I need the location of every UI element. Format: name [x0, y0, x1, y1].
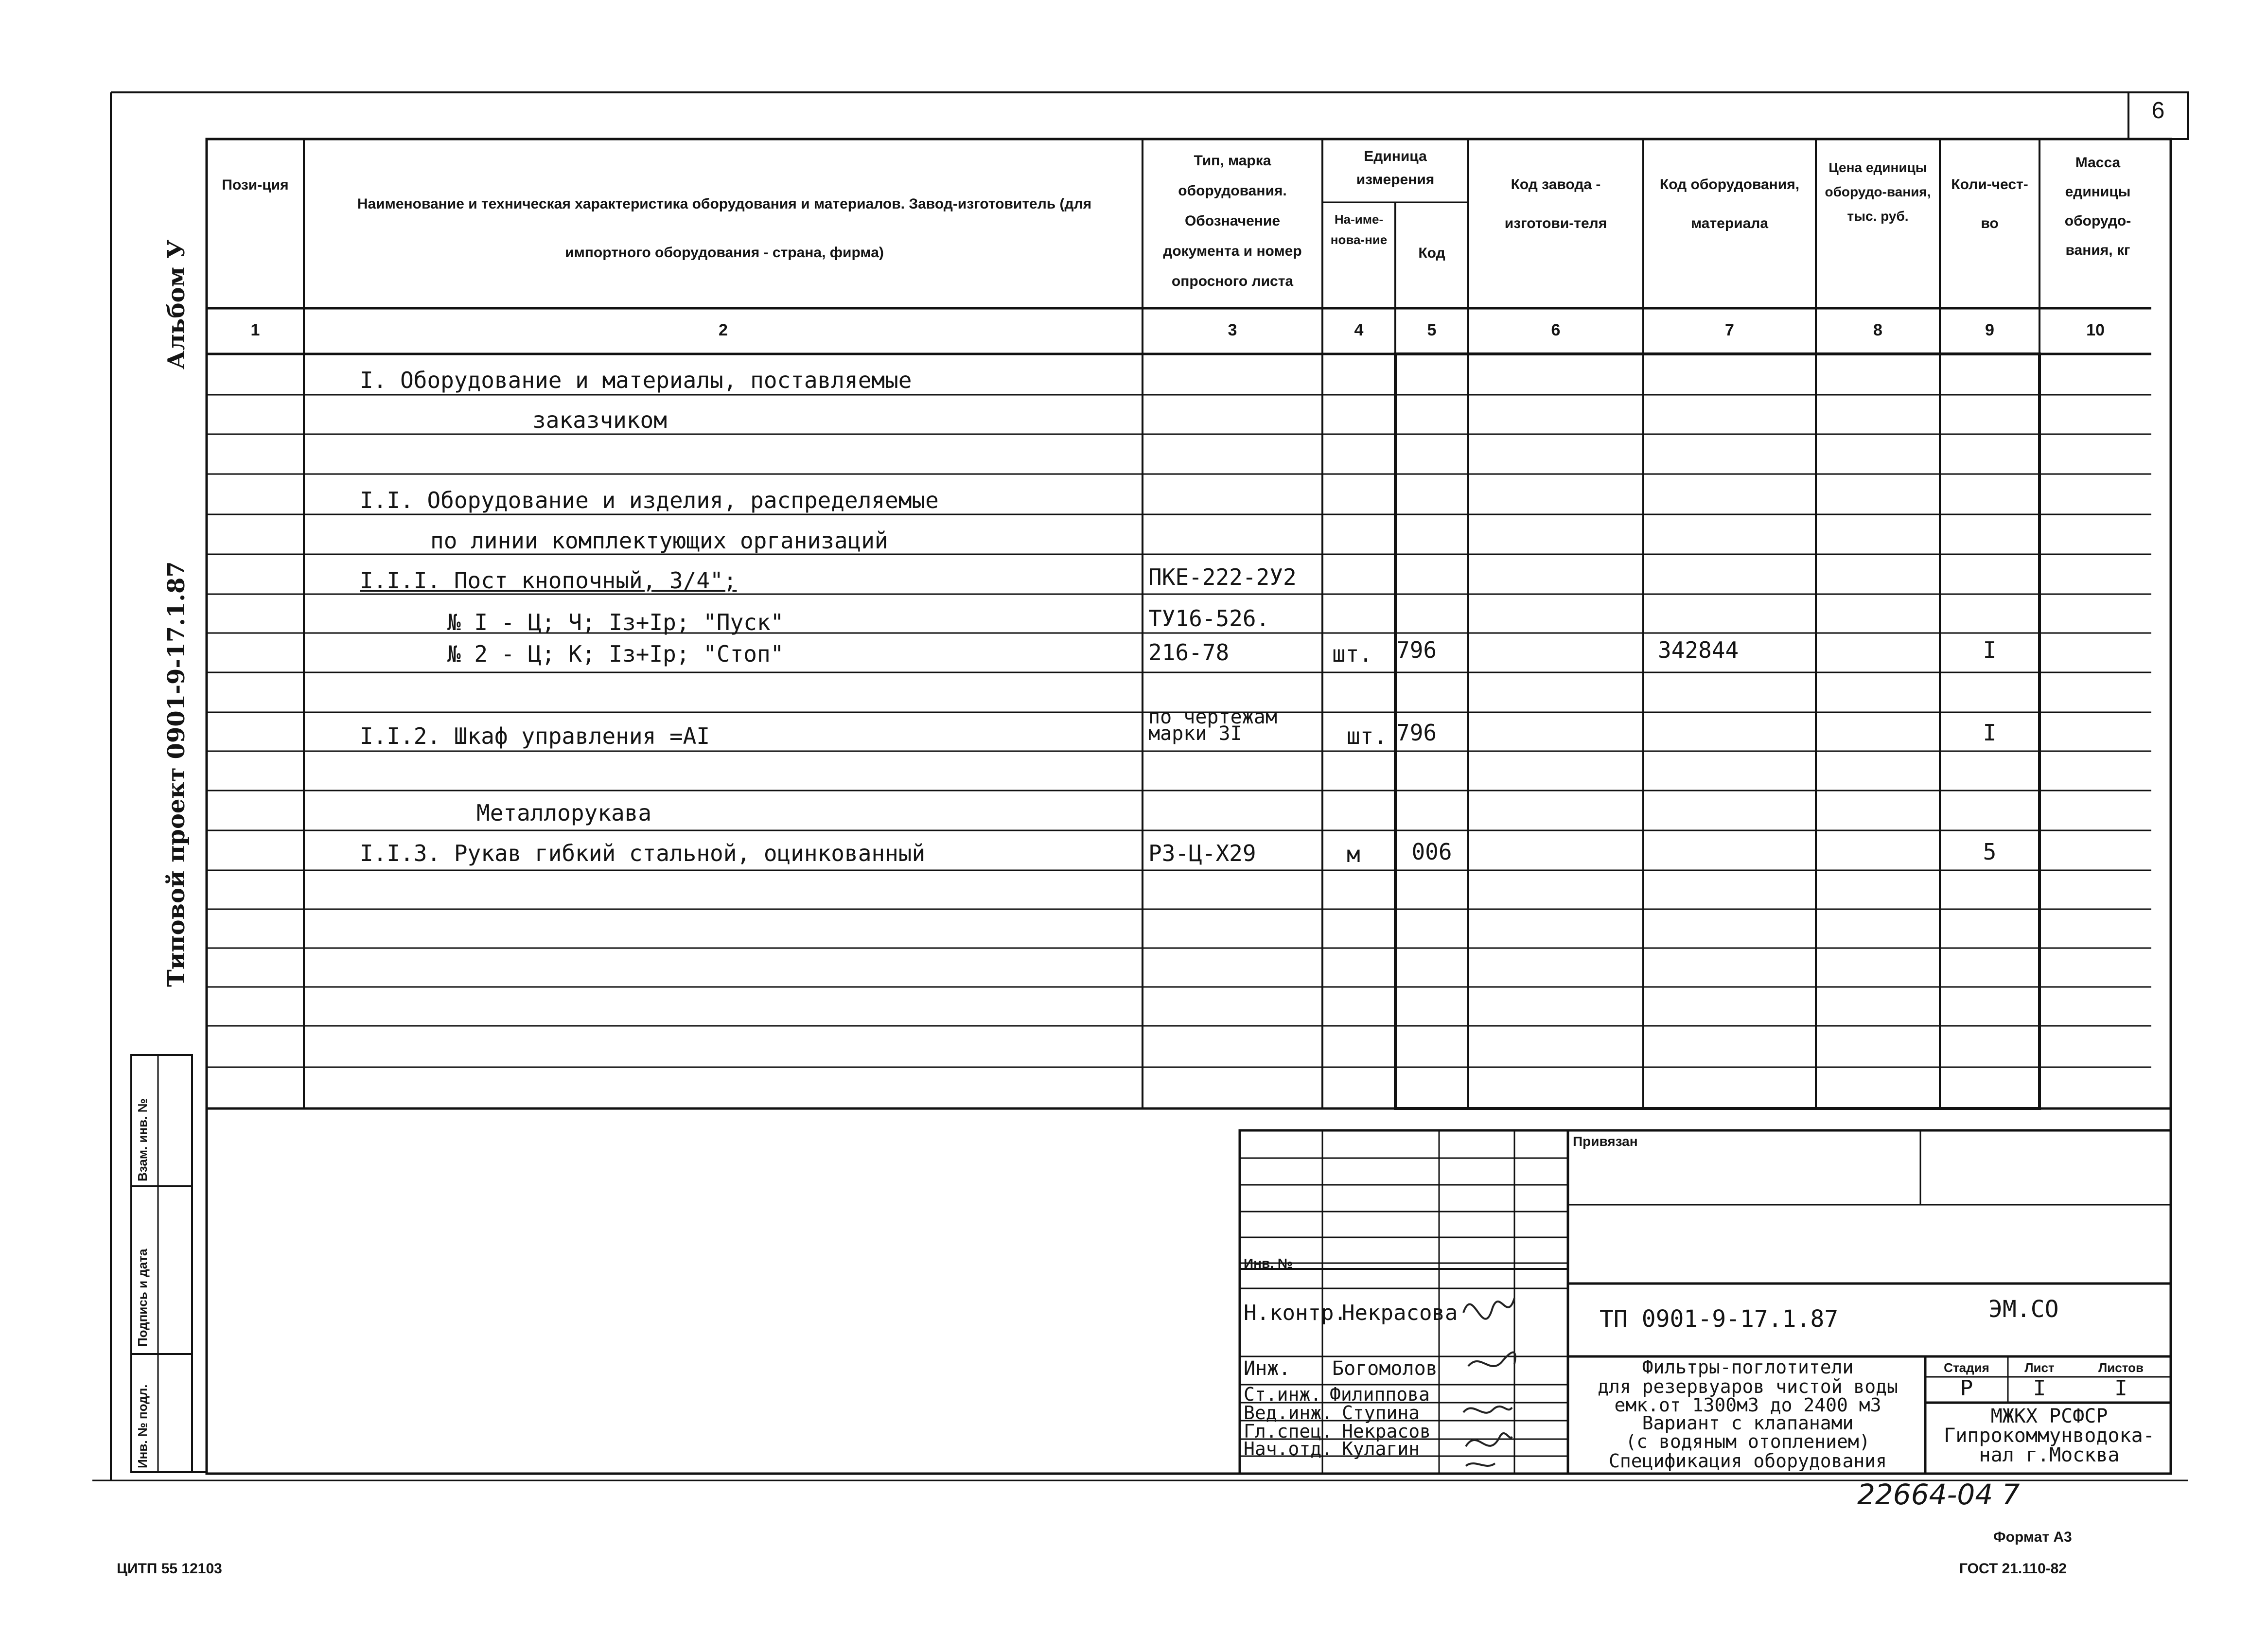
- project-label: Типовой проект 0901-9-17.1.87: [163, 561, 190, 987]
- footer-left-code: ЦИТП 55 12103: [117, 1561, 222, 1577]
- row-name: I. Оборудование и материалы, поставляемые: [360, 367, 912, 393]
- sheet-number: 6: [2151, 98, 2165, 123]
- signature-name: Некрасов: [1342, 1421, 1431, 1442]
- row-equipment-code: 342844: [1658, 637, 1739, 663]
- row-name: I.I.2. Шкаф управления =AI: [360, 723, 710, 749]
- signature-name: Богомолов: [1332, 1357, 1438, 1380]
- stamp-box-signature: Подпись и дата: [135, 1249, 150, 1347]
- title-stage: Р: [1960, 1376, 1973, 1401]
- header-unit-code: Код: [1418, 245, 1445, 261]
- footer-right-code: ГОСТ 21.110-82: [1959, 1561, 2067, 1577]
- row-unit-code: 006: [1411, 839, 1452, 865]
- header-type: Тип, марка оборудования. Обозначение документа и номер опросного листа: [1163, 153, 1302, 289]
- row-name: I.I.I. Пост кнопочный, 3/4";: [360, 567, 737, 594]
- title-org-line: Гипрокоммунводока-: [1944, 1425, 2155, 1447]
- title-description-line: Спецификация оборудования: [1609, 1450, 1887, 1472]
- header-equipment-code: Код оборудования, материала: [1659, 176, 1800, 231]
- title-sheet: I: [2033, 1376, 2046, 1401]
- row-type: 216-78: [1148, 639, 1230, 666]
- title-stage-label: Стадия: [1944, 1360, 1989, 1375]
- col-number-7: 7: [1725, 321, 1734, 339]
- col-number-10: 10: [2086, 321, 2105, 339]
- signature-role: Вед.инж.: [1244, 1402, 1333, 1424]
- col-number-8: 8: [1873, 321, 1882, 339]
- header-name: Наименование и техническая характеристика оборудования и материалов. Завод-изготовитель (для импортного оборудования - страна, фирма): [357, 196, 1092, 261]
- title-description-line: Фильтры-поглотители: [1642, 1356, 1854, 1378]
- signature-name: Кулагин: [1342, 1438, 1420, 1460]
- title-org-line: нал г.Москва: [1979, 1444, 2120, 1466]
- signature-role: Ст.инж.: [1244, 1384, 1322, 1405]
- header-unit-name: На-име-нова-ние: [1330, 212, 1388, 247]
- title-inv-label: Инв. №: [1244, 1256, 1293, 1271]
- header-quantity: Коли-чест-во: [1951, 176, 2028, 231]
- row-type: по чертежам марки 3I: [1148, 706, 1277, 745]
- col-number-4: 4: [1354, 321, 1364, 339]
- row-unit-code: 796: [1396, 637, 1437, 663]
- title-sheets-label: Листов: [2098, 1360, 2144, 1375]
- signature-scribbles: [1463, 1298, 1515, 1466]
- title-designation: ТП 0901-9-17.1.87: [1600, 1305, 1839, 1333]
- col-number-5: 5: [1427, 321, 1437, 339]
- row-quantity: 5: [1983, 839, 1997, 865]
- stamp-box-inventory: Инв. № подл.: [135, 1384, 150, 1468]
- signature-role: Гл.спец.: [1244, 1421, 1333, 1442]
- header-price: Цена единицы оборудо-вания, тыс. руб.: [1825, 160, 1931, 224]
- col-number-6: 6: [1551, 321, 1561, 339]
- signature-name: Некрасова: [1342, 1301, 1458, 1325]
- row-name: Металлорукава: [476, 800, 652, 826]
- col-number-9: 9: [1985, 321, 1994, 339]
- header-unit-group: Единица измерения: [1356, 148, 1435, 188]
- stamp-box-replacement: Взам. инв. №: [135, 1098, 150, 1181]
- archive-number: 22664-04 7: [1857, 1478, 2020, 1511]
- row-unit-code: 796: [1396, 720, 1437, 746]
- row-quantity: I: [1983, 720, 1997, 746]
- header-factory-code: Код завода - изготови-теля: [1504, 176, 1607, 231]
- col-number-2: 2: [719, 321, 728, 339]
- title-mark: ЭМ.СО: [1988, 1296, 2059, 1323]
- title-sheets: I: [2114, 1376, 2127, 1401]
- row-unit: шт.: [1347, 723, 1388, 749]
- title-org-line: МЖКХ РСФСР: [1990, 1405, 2108, 1427]
- title-description-line: Вариант с клапанами: [1642, 1412, 1854, 1434]
- signature-role: Н.контр.: [1244, 1301, 1347, 1325]
- header-position: Пози-ция: [222, 177, 289, 193]
- col-number-1: 1: [250, 321, 260, 339]
- album-label: Альбом У: [163, 240, 190, 369]
- title-description-line: для резервуаров чистой воды: [1598, 1376, 1898, 1397]
- signature-role: Нач.отд.: [1244, 1438, 1333, 1460]
- row-name: по линии комплектующих организаций: [430, 528, 888, 554]
- row-name: № I - Ц; Ч; Iз+Iр; "Пуск": [447, 609, 784, 635]
- paper-format: Формат А3: [1993, 1529, 2072, 1545]
- row-type: ТУ16-526.: [1148, 605, 1270, 632]
- signature-name: Ступина: [1342, 1402, 1420, 1424]
- row-name: № 2 - Ц; К; Iз+Iр; "Стоп": [447, 641, 784, 667]
- title-description-line: (с водяным отоплением): [1625, 1431, 1870, 1452]
- signature-name: Филиппова: [1330, 1384, 1430, 1405]
- row-unit: м: [1347, 841, 1360, 867]
- row-name: заказчиком: [532, 407, 667, 433]
- row-unit: шт.: [1332, 641, 1373, 667]
- row-name: I.I. Оборудование и изделия, распределяемые: [360, 487, 939, 513]
- title-sheet-label: Лист: [2024, 1360, 2055, 1375]
- row-type: Р3-Ц-Х29: [1148, 840, 1256, 866]
- row-type: ПКЕ-222-2У2: [1148, 564, 1297, 590]
- row-quantity: I: [1983, 637, 1997, 663]
- col-number-3: 3: [1228, 321, 1237, 339]
- title-bound-label: Привязан: [1573, 1134, 1638, 1149]
- header-mass: Масса единицы оборудо-вания, кг: [2064, 155, 2131, 258]
- row-name: I.I.3. Рукав гибкий стальной, оцинкованный: [360, 840, 926, 866]
- signature-role: Инж.: [1244, 1357, 1291, 1380]
- title-description-line: емк.от 1300м3 до 2400 м3: [1614, 1394, 1881, 1416]
